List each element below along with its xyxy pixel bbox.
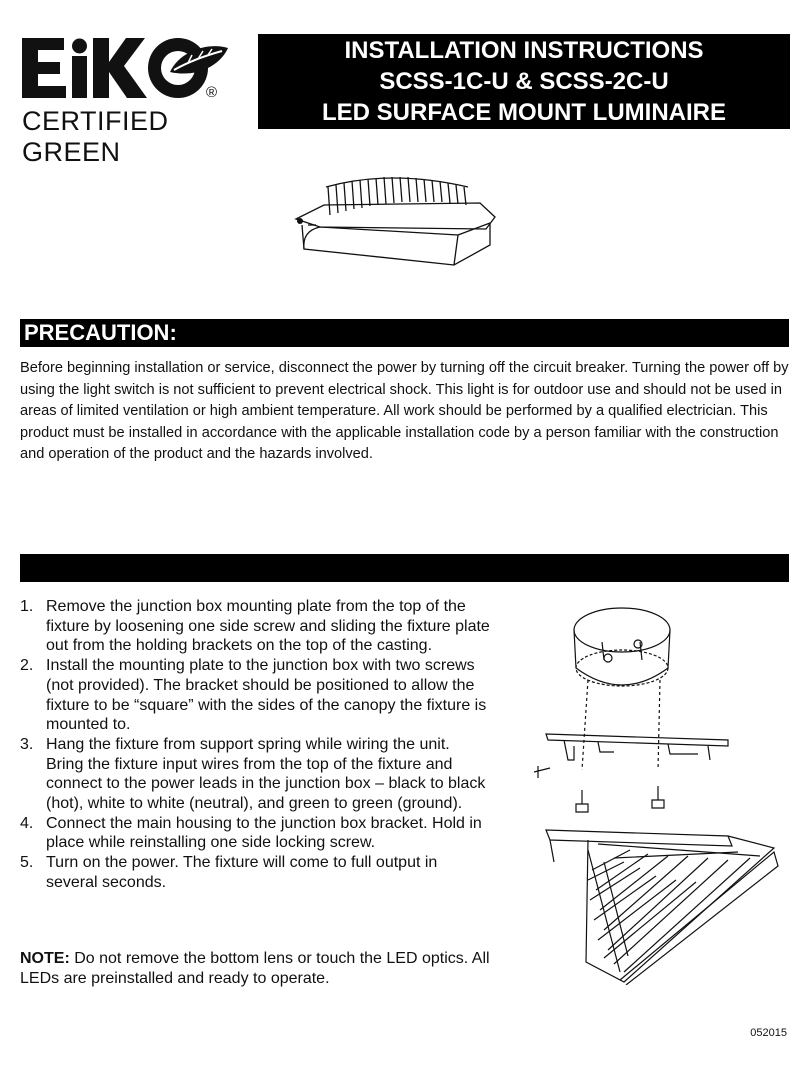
note-text: Do not remove the bottom lens or touch the LED optics. All LEDs are preinstalled and ready to operate. xyxy=(20,950,490,987)
brand-logo xyxy=(20,32,230,167)
fixture-illustration xyxy=(290,165,500,280)
note-paragraph xyxy=(20,949,520,989)
step-number: 3. xyxy=(20,735,34,753)
step-item xyxy=(20,597,490,656)
step-text: Hang the fixture from support spring while wiring the unit. Bring the fixture input wires from the top of the fixture and connect to the power leads in the junction box – black to black (hot), white to white (neutral), and green to green (ground). xyxy=(46,735,486,813)
step-number: 5. xyxy=(20,854,34,872)
precaution-paragraph: Before beginning installation or service, disconnect the power by turning off the circuit breaker. Turning the power off by using the light switch is not sufficient to prevent electrical shock. This light is for outdoor use and should not be used in areas of limited ventilation or high ambient temperature. All work should be performed by a qualified electrician. This product must be installed in accordance with the applicable installation code by a person familiar with the construction and operation of the product and the hazards involved. xyxy=(20,360,789,462)
step-item xyxy=(20,853,490,892)
junction-box-drawing xyxy=(574,608,670,686)
step-text: Turn on the power. The fixture will come to full output in several seconds. xyxy=(46,854,438,891)
installation-steps xyxy=(20,597,490,893)
step-item xyxy=(20,814,490,853)
step-number: 2. xyxy=(20,657,34,675)
precaution-heading: PRECAUTION: xyxy=(24,320,177,345)
screws-drawing xyxy=(576,786,664,812)
step-item xyxy=(20,735,490,814)
step-item xyxy=(20,656,490,735)
step-text: Remove the junction box mounting plate from the top of the fixture by loosening one side screw and sliding the fixture plate out from the holding brackets on the top of the casting. xyxy=(46,598,490,655)
title-line-1: INSTALLATION INSTRUCTIONS xyxy=(344,37,704,64)
fixture-body-drawing xyxy=(546,830,778,985)
registered-mark: ® xyxy=(206,84,218,101)
title-line-2: SCSS-1C-U & SCSS-2C-U xyxy=(379,68,669,95)
step-text: Install the mounting plate to the junction box with two screws (not provided). The bracket should be positioned to allow the fixture to be “square” with the sides of the canopy the fixture is mounted to. xyxy=(46,657,487,734)
step-number: 4. xyxy=(20,814,34,832)
precaution-heading-bar xyxy=(20,319,789,347)
step-number: 1. xyxy=(20,598,34,615)
logo-tagline: CERTIFIED GREEN xyxy=(22,106,169,167)
installation-heading-bar xyxy=(20,554,789,582)
title-banner xyxy=(258,34,790,129)
side-screw-drawing xyxy=(534,766,550,778)
title-line-3: LED SURFACE MOUNT LUMINAIRE xyxy=(322,99,726,126)
document-code: 052015 xyxy=(750,1027,787,1039)
note-label: NOTE: xyxy=(20,950,70,967)
installation-diagram xyxy=(528,600,790,985)
eiko-logo-mark xyxy=(20,32,230,102)
mounting-plate-drawing xyxy=(546,734,728,760)
step-text: Connect the main housing to the junction box bracket. Hold in place while reinstalling one side locking screw. xyxy=(46,814,482,852)
